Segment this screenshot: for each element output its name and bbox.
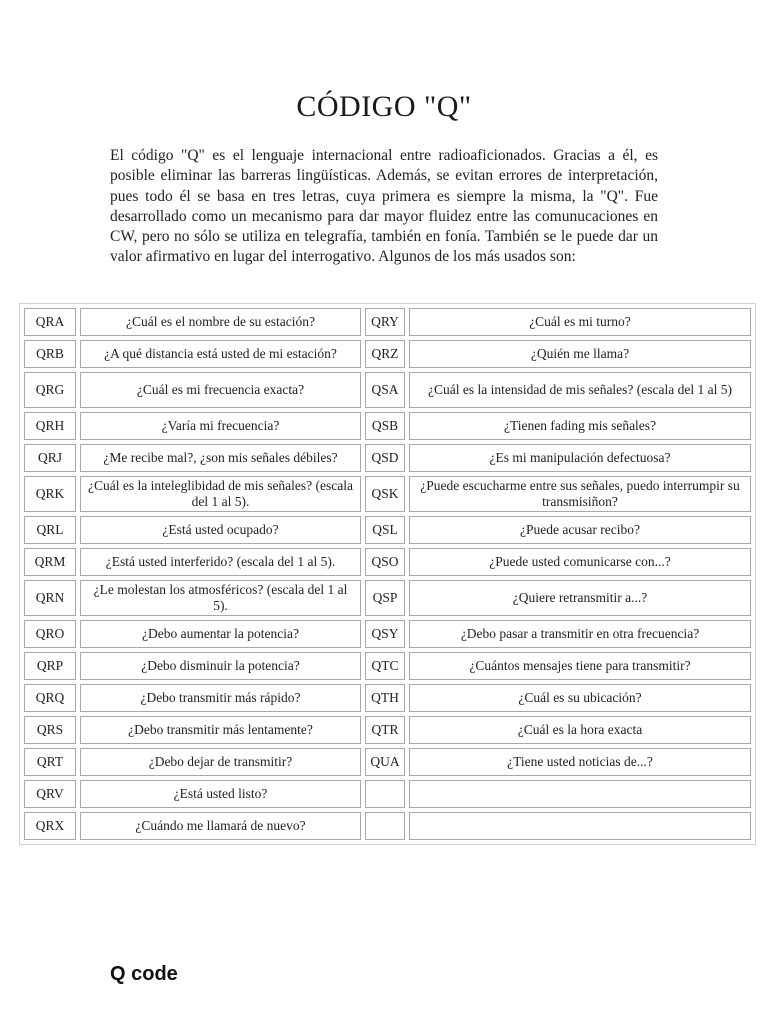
- table-row: [24, 580, 751, 616]
- question-cell-right: ¿Cuál es su ubicación?: [409, 684, 751, 712]
- table-row: [24, 652, 751, 680]
- code-cell-right: [365, 812, 405, 840]
- code-cell-left: QRH: [24, 412, 76, 440]
- code-cell-right: QTR: [365, 716, 405, 744]
- question-cell-right: [409, 812, 751, 840]
- code-cell-left: QRN: [24, 580, 76, 616]
- question-cell-left: ¿Está usted ocupado?: [80, 516, 361, 544]
- table-row: [24, 548, 751, 576]
- code-cell-left: QRJ: [24, 444, 76, 472]
- q-code-table-body: [24, 308, 751, 840]
- question-cell-right: ¿Quiere retransmitir a...?: [409, 580, 751, 616]
- intro-paragraph: El código "Q" es el lenguaje internacional entre radioaficionados. Gracias a él, es posible eliminar las barreras lingüísticas. Además, se evitan errores de interpretación, pues todo él se basa en tres letras, cuya primera es siempre la misma, la "Q". Fue desarrollado como un mecanismo para dar mayor fluidez entre las comunucaciones en CW, pero no sólo se utiliza en telegrafía, también en fonía. También se le puede dar un valor afirmativo en lugar del interrogativo. Algunos de los más usados son:: [110, 147, 658, 266]
- question-cell-left: ¿Cuándo me llamará de nuevo?: [80, 812, 361, 840]
- table-row: [24, 308, 751, 336]
- question-cell-left: ¿Está usted interferido? (escala del 1 al 5).: [80, 548, 361, 576]
- question-cell-left: ¿Debo transmitir más rápido?: [80, 684, 361, 712]
- code-cell-right: QRY: [365, 308, 405, 336]
- question-cell-right: ¿Cuál es la hora exacta: [409, 716, 751, 744]
- code-cell-left: QRA: [24, 308, 76, 336]
- code-cell-left: QRM: [24, 548, 76, 576]
- code-cell-right: QSO: [365, 548, 405, 576]
- code-cell-right: QSL: [365, 516, 405, 544]
- question-cell-left: ¿Está usted listo?: [80, 780, 361, 808]
- table-row: [24, 412, 751, 440]
- question-cell-left: ¿Cuál es el nombre de su estación?: [80, 308, 361, 336]
- question-cell-left: ¿Debo aumentar la potencia?: [80, 620, 361, 648]
- question-cell-left: ¿Debo dejar de transmitir?: [80, 748, 361, 776]
- question-cell-left: ¿Debo transmitir más lentamente?: [80, 716, 361, 744]
- question-cell-right: ¿Cuál es la intensidad de mis señales? (escala del 1 al 5): [409, 372, 751, 408]
- code-cell-right: QUA: [365, 748, 405, 776]
- question-cell-left: ¿Le molestan los atmosféricos? (escala del 1 al 5).: [80, 580, 361, 616]
- question-cell-left: ¿Cuál es mi frecuencia exacta?: [80, 372, 361, 408]
- question-cell-right: ¿Tiene usted noticias de...?: [409, 748, 751, 776]
- question-cell-right: ¿Tienen fading mis señales?: [409, 412, 751, 440]
- table-row: [24, 812, 751, 840]
- table-row: [24, 476, 751, 512]
- question-cell-right: ¿Puede acusar recibo?: [409, 516, 751, 544]
- code-cell-left: QRV: [24, 780, 76, 808]
- code-cell-right: QTH: [365, 684, 405, 712]
- code-cell-left: QRT: [24, 748, 76, 776]
- code-cell-left: QRQ: [24, 684, 76, 712]
- table-row: [24, 748, 751, 776]
- question-cell-right: ¿Puede escucharme entre sus señales, puedo interrumpir su transmisiñon?: [409, 476, 751, 512]
- code-cell-left: QRP: [24, 652, 76, 680]
- question-cell-right: ¿Es mi manipulación defectuosa?: [409, 444, 751, 472]
- table-row: [24, 716, 751, 744]
- question-cell-left: ¿Me recibe mal?, ¿son mis señales débiles?: [80, 444, 361, 472]
- code-cell-right: [365, 780, 405, 808]
- table-row: [24, 372, 751, 408]
- code-cell-right: QTC: [365, 652, 405, 680]
- question-cell-left: ¿Debo disminuir la potencia?: [80, 652, 361, 680]
- code-cell-left: QRO: [24, 620, 76, 648]
- table-row: [24, 340, 751, 368]
- table-row: [24, 684, 751, 712]
- page-title: CÓDIGO "Q": [296, 90, 472, 123]
- code-cell-right: QSD: [365, 444, 405, 472]
- section-heading: Q code: [110, 963, 178, 985]
- question-cell-right: [409, 780, 751, 808]
- question-cell-right: ¿Cuál es mi turno?: [409, 308, 751, 336]
- code-cell-left: QRK: [24, 476, 76, 512]
- question-cell-left: ¿Cuál es la inteleglibidad de mis señales? (escala del 1 al 5).: [80, 476, 361, 512]
- table-row: [24, 780, 751, 808]
- code-cell-right: QSY: [365, 620, 405, 648]
- table-row: [24, 620, 751, 648]
- question-cell-left: ¿Varía mi frecuencia?: [80, 412, 361, 440]
- code-cell-right: QSB: [365, 412, 405, 440]
- table-row: [24, 516, 751, 544]
- code-cell-right: QSK: [365, 476, 405, 512]
- code-cell-left: QRS: [24, 716, 76, 744]
- code-cell-left: QRL: [24, 516, 76, 544]
- question-cell-right: ¿Cuántos mensajes tiene para transmitir?: [409, 652, 751, 680]
- code-cell-left: QRX: [24, 812, 76, 840]
- code-cell-right: QRZ: [365, 340, 405, 368]
- question-cell-right: ¿Debo pasar a transmitir en otra frecuencia?: [409, 620, 751, 648]
- question-cell-left: ¿A qué distancia está usted de mi estación?: [80, 340, 361, 368]
- q-code-table: [19, 303, 756, 845]
- code-cell-right: QSA: [365, 372, 405, 408]
- table-row: [24, 444, 751, 472]
- code-cell-left: QRG: [24, 372, 76, 408]
- question-cell-right: ¿Quién me llama?: [409, 340, 751, 368]
- code-cell-left: QRB: [24, 340, 76, 368]
- question-cell-right: ¿Puede usted comunicarse con...?: [409, 548, 751, 576]
- code-cell-right: QSP: [365, 580, 405, 616]
